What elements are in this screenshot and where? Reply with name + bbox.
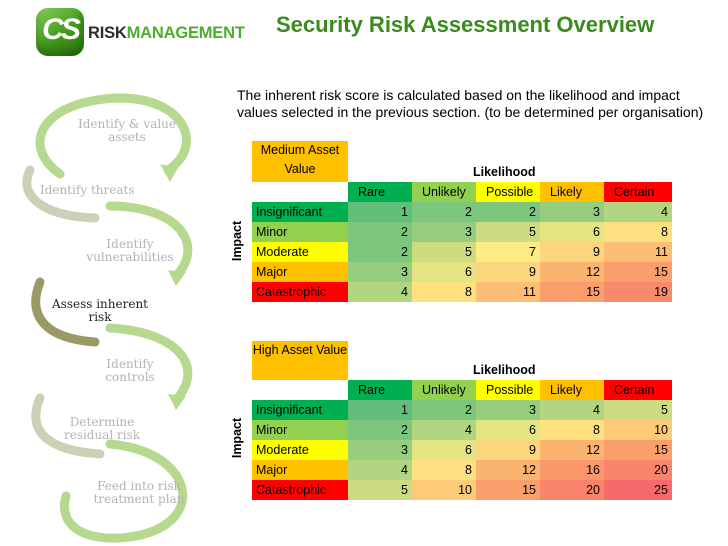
asset-value-label-high: High Asset Value — [252, 341, 348, 380]
risk-score-cell: 1 — [348, 202, 412, 222]
risk-score-cell: 8 — [540, 420, 604, 440]
risk-score-cell: 4 — [412, 420, 476, 440]
impact-label-major: Major — [252, 262, 348, 282]
risk-score-cell: 4 — [540, 400, 604, 420]
likelihood-header-certain: Certain — [604, 380, 672, 400]
step-identify-vulnerabilities: Identify vulnerabilities — [86, 237, 174, 264]
impact-row-insignificant — [252, 400, 672, 420]
risk-score-cell: 6 — [476, 420, 540, 440]
risk-score-cell: 19 — [604, 282, 672, 302]
impact-row-insignificant — [252, 202, 672, 222]
risk-score-cell: 11 — [604, 242, 672, 262]
impact-label-minor: Minor — [252, 420, 348, 440]
risk-score-cell: 5 — [348, 480, 412, 500]
impact-label-insignificant: Insignificant — [252, 400, 348, 420]
risk-score-cell: 10 — [412, 480, 476, 500]
impact-row-catastrophic — [252, 480, 672, 500]
risk-score-cell: 2 — [348, 222, 412, 242]
risk-score-cell: 5 — [604, 400, 672, 420]
impact-row-moderate — [252, 440, 672, 460]
step-assess-inherent-risk: Assess inherent risk — [52, 297, 148, 324]
risk-score-cell: 3 — [412, 222, 476, 242]
risk-score-cell: 3 — [348, 440, 412, 460]
risk-score-cell: 2 — [348, 420, 412, 440]
likelihood-header-unlikely: Unlikely — [412, 182, 476, 202]
likelihood-header-row — [252, 380, 672, 400]
impact-row-moderate — [252, 242, 672, 262]
likelihood-header-likely: Likely — [540, 182, 604, 202]
risk-score-cell: 15 — [540, 282, 604, 302]
step-determine-residual-risk: Determine residual risk — [63, 415, 141, 442]
risk-score-cell: 20 — [540, 480, 604, 500]
impact-axis-label: Impact — [230, 417, 244, 459]
step-identify-controls: Identify controls — [105, 357, 155, 384]
risk-score-cell: 6 — [412, 262, 476, 282]
risk-score-cell: 3 — [348, 262, 412, 282]
risk-score-cell: 4 — [604, 202, 672, 222]
logo-mark: CS — [36, 8, 84, 56]
page-title: Security Risk Assessment Overview — [276, 12, 655, 37]
risk-score-cell: 11 — [476, 282, 540, 302]
step-identify-assets: Identify & value assets — [77, 117, 177, 144]
likelihood-header-rare: Rare — [348, 380, 412, 400]
impact-label-minor: Minor — [252, 222, 348, 242]
impact-label-major: Major — [252, 460, 348, 480]
risk-score-cell: 15 — [604, 440, 672, 460]
impact-row-minor — [252, 420, 672, 440]
risk-score-cell: 25 — [604, 480, 672, 500]
risk-score-cell: 7 — [476, 242, 540, 262]
risk-score-cell: 3 — [540, 202, 604, 222]
process-cycle — [0, 86, 240, 546]
risk-score-cell: 12 — [476, 460, 540, 480]
arrowhead-3 — [168, 270, 186, 286]
impact-row-major — [252, 460, 672, 480]
risk-matrix-medium — [252, 182, 672, 302]
arrowhead-5 — [168, 394, 186, 410]
likelihood-header-likely: Likely — [540, 380, 604, 400]
impact-row-major — [252, 262, 672, 282]
asset-value-label-medium: Medium Asset Value — [252, 141, 348, 182]
risk-score-cell: 15 — [604, 262, 672, 282]
impact-label-catastrophic: Catastrophic — [252, 282, 348, 302]
risk-score-cell: 10 — [604, 420, 672, 440]
impact-label-moderate: Moderate — [252, 242, 348, 262]
risk-score-cell: 6 — [412, 440, 476, 460]
risk-score-cell: 2 — [348, 242, 412, 262]
risk-score-cell: 6 — [540, 222, 604, 242]
risk-matrix-high — [252, 380, 672, 500]
impact-row-minor — [252, 222, 672, 242]
likelihood-header-row — [252, 182, 672, 202]
risk-score-cell: 8 — [412, 460, 476, 480]
risk-score-cell: 12 — [540, 262, 604, 282]
impact-label-insignificant: Insignificant — [252, 202, 348, 222]
risk-score-cell: 2 — [476, 202, 540, 222]
risk-score-cell: 9 — [476, 440, 540, 460]
step-feed-risk-treatment: Feed into risk treatment plan — [93, 479, 185, 506]
company-logo — [36, 8, 245, 58]
risk-score-cell: 5 — [476, 222, 540, 242]
likelihood-header-rare: Rare — [348, 182, 412, 202]
risk-score-cell: 3 — [476, 400, 540, 420]
intro-text: The inherent risk score is calculated based on the likelihood and impact values selected in the previous section. (to be determined per organisation) — [237, 87, 704, 120]
risk-score-cell: 9 — [476, 262, 540, 282]
step-identify-threats: Identify threats — [40, 183, 135, 197]
risk-score-cell: 12 — [540, 440, 604, 460]
impact-label-moderate: Moderate — [252, 440, 348, 460]
impact-axis-label: Impact — [230, 220, 244, 262]
risk-score-cell: 20 — [604, 460, 672, 480]
impact-row-catastrophic — [252, 282, 672, 302]
likelihood-header-certain: Certain — [604, 182, 672, 202]
risk-score-cell: 1 — [348, 400, 412, 420]
likelihood-header-possible: Possible — [476, 380, 540, 400]
risk-score-cell: 8 — [604, 222, 672, 242]
likelihood-title: Likelihood — [473, 363, 536, 377]
risk-score-cell: 9 — [540, 242, 604, 262]
risk-score-cell: 2 — [412, 202, 476, 222]
header-blank-cell — [252, 380, 348, 400]
likelihood-title: Likelihood — [473, 165, 536, 179]
header-blank-cell — [252, 182, 348, 202]
likelihood-header-possible: Possible — [476, 182, 540, 202]
logo-wordmark: RISKMANAGEMENT — [88, 24, 245, 42]
risk-score-cell: 16 — [540, 460, 604, 480]
risk-score-cell: 4 — [348, 282, 412, 302]
likelihood-header-unlikely: Unlikely — [412, 380, 476, 400]
risk-score-cell: 8 — [412, 282, 476, 302]
risk-score-cell: 4 — [348, 460, 412, 480]
impact-label-catastrophic: Catastrophic — [252, 480, 348, 500]
risk-score-cell: 2 — [412, 400, 476, 420]
risk-score-cell: 5 — [412, 242, 476, 262]
risk-score-cell: 15 — [476, 480, 540, 500]
